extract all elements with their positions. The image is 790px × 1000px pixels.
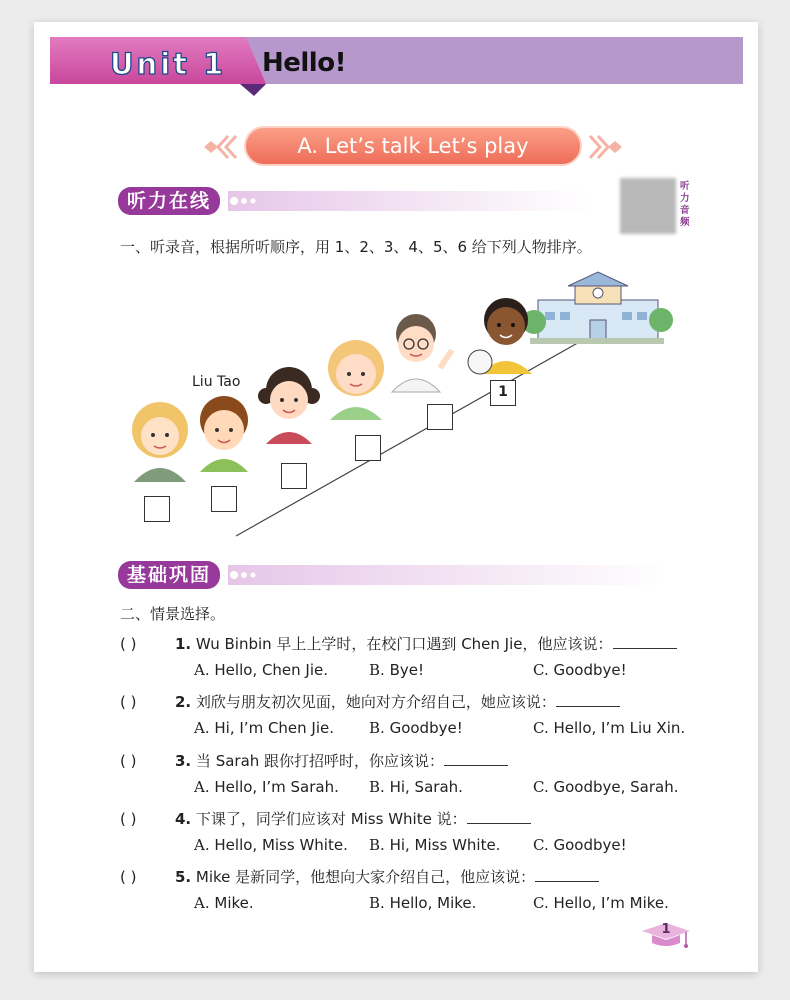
characters-illustration xyxy=(120,270,680,540)
option-a[interactable]: A. Hello, I’m Sarah. xyxy=(194,778,339,796)
dots-decoration xyxy=(226,193,266,209)
option-c[interactable]: C. Goodbye! xyxy=(533,836,627,854)
order-box[interactable] xyxy=(355,435,381,461)
order-box[interactable] xyxy=(144,496,170,522)
question-3: ( ) 3. 当 Sarah 跟你打招呼时，你应该说： xyxy=(120,750,508,771)
question-4: ( ) 4. 下课了，同学们应该对 Miss White 说： xyxy=(120,808,531,829)
right-arrow-decoration xyxy=(582,132,626,162)
answer-blank[interactable] xyxy=(535,867,599,882)
unit-label: Unit 1 xyxy=(110,47,227,81)
listening-instruction: 一、听录音，根据所听顺序，用 1、2、3、4、5、6 给下列人物排序。 xyxy=(120,238,592,256)
order-box[interactable] xyxy=(427,404,453,430)
section-label-listening: 听力在线 xyxy=(118,187,220,215)
section-bar-practice xyxy=(228,565,668,585)
option-b[interactable]: B. Goodbye! xyxy=(369,719,463,737)
practice-instruction: 二、情景选择。 xyxy=(120,605,226,623)
section-bar-listening xyxy=(228,191,590,211)
answer-blank[interactable] xyxy=(467,809,531,824)
question-1: ( ) 1. Wu Binbin 早上上学时，在校门口遇到 Chen Jie，他应该说： xyxy=(120,633,677,654)
question-5: ( ) 5. Mike 是新同学，他想向大家介绍自己，他应该说： xyxy=(120,866,599,887)
answer-blank[interactable] xyxy=(444,751,508,766)
question-2: ( ) 2. 刘欣与朋友初次见面，她向对方介绍自己，她应该说： xyxy=(120,691,620,712)
character-blonde-girl xyxy=(328,340,384,420)
character-boy-ball xyxy=(468,298,532,374)
character-boy-glasses xyxy=(392,314,452,392)
option-a[interactable]: A. Mike. xyxy=(194,894,254,912)
answer-bracket[interactable]: ( ) xyxy=(120,868,137,886)
option-c[interactable]: C. Hello, I’m Liu Xin. xyxy=(533,719,686,737)
option-a[interactable]: A. Hello, Chen Jie. xyxy=(194,661,329,679)
lesson-title: A. Let’s talk Let’s play xyxy=(244,126,582,166)
option-b[interactable]: B. Hi, Miss White. xyxy=(369,836,501,854)
audio-label: 听力音频 xyxy=(680,181,690,228)
answer-bracket[interactable]: ( ) xyxy=(120,693,137,711)
character-woman xyxy=(132,402,188,482)
answer-blank[interactable] xyxy=(556,692,620,707)
answer-bracket[interactable]: ( ) xyxy=(120,752,137,770)
section-label-practice: 基础巩固 xyxy=(118,561,220,589)
answer-bracket[interactable]: ( ) xyxy=(120,635,137,653)
left-arrow-decoration xyxy=(200,132,244,162)
option-c[interactable]: C. Goodbye! xyxy=(533,661,627,679)
option-b[interactable]: B. Bye! xyxy=(369,661,424,679)
character-name-label: Liu Tao xyxy=(192,374,241,390)
character-liu-tao xyxy=(200,396,248,472)
unit-title: Hello! xyxy=(262,48,346,78)
option-a[interactable]: A. Hi, I’m Chen Jie. xyxy=(194,719,335,737)
order-box[interactable] xyxy=(281,463,307,489)
qr-code[interactable] xyxy=(620,178,676,234)
character-girl-pigtails xyxy=(258,367,320,444)
answer-bracket[interactable]: ( ) xyxy=(120,810,137,828)
option-a[interactable]: A. Hello, Miss White. xyxy=(194,836,348,854)
answer-blank[interactable] xyxy=(613,634,677,649)
page-number: 1 xyxy=(661,922,671,937)
option-b[interactable]: B. Hi, Sarah. xyxy=(369,778,463,796)
order-box[interactable] xyxy=(211,486,237,512)
option-c[interactable]: C. Hello, I’m Mike. xyxy=(533,894,669,912)
dots-decoration xyxy=(226,567,266,583)
order-box-answered: 1 xyxy=(490,380,516,406)
option-b[interactable]: B. Hello, Mike. xyxy=(369,894,477,912)
option-c[interactable]: C. Goodbye, Sarah. xyxy=(533,778,679,796)
school-building-icon xyxy=(522,272,673,344)
